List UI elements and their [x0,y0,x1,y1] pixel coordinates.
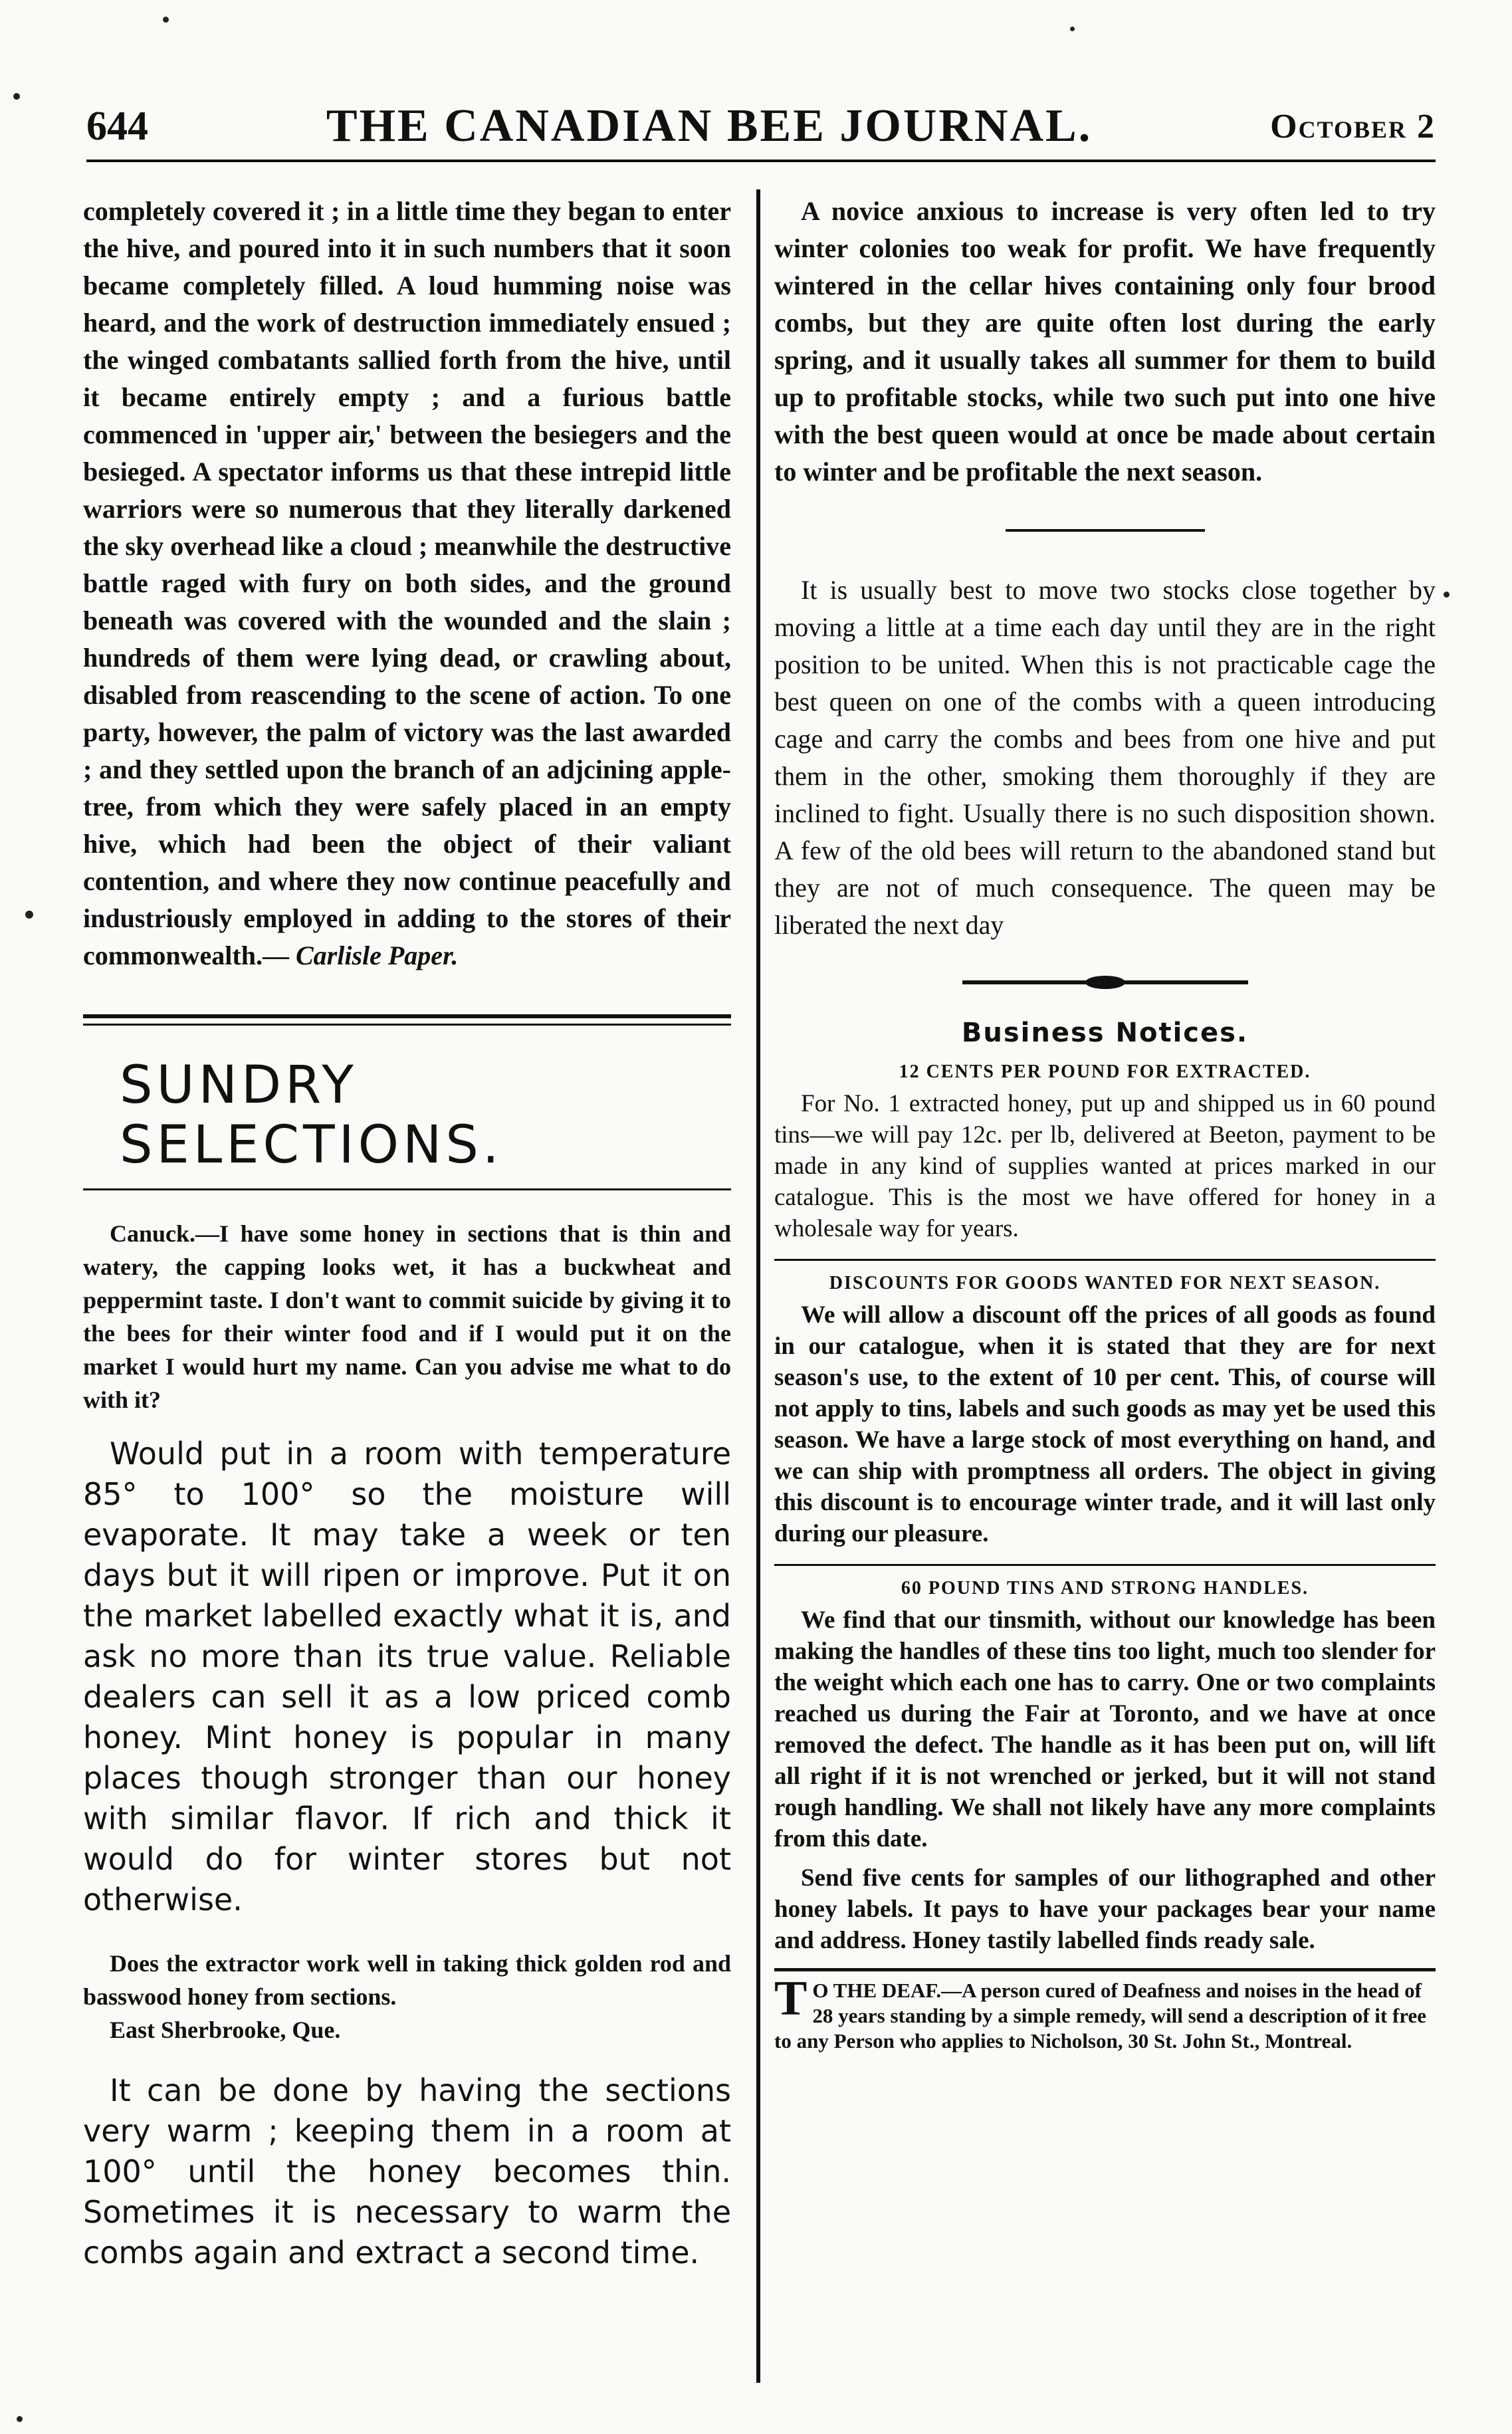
answer-canuck: Would put in a room with temperature 85° to 100° so the moisture will evaporate. It may take a week or ten days but it will ripen or improve. Put it on the market labelled exactly what it is, and ask no more than its true value. Reliable dealers can sell it as a low priced comb honey. Mint honey is popular in many places though stronger than our honey with similar flavor. If rich and thick it would do for winter stores but not otherwise. [83,1436,731,1918]
notice-rule [774,1259,1436,1261]
header-rule [86,160,1436,162]
novice-paragraph: A novice anxious to increase is very often led to try winter colonies too weak for profit. We have frequently wintered in the cellar hives containing only four brood combs, but they are quite often lost during the early spring, and it usually takes all summer for them to build up to profitable stocks, while two such put into one hive with the best queen would at once be made about certain to winter and be profitable the next season. [774,196,1436,487]
ad-drop-cap: T [774,1971,808,2026]
business-notices-heading: Business Notices. [961,1018,1249,1048]
answer-extractor: It can be done by having the sections very warm ; keeping them in a room at 100° until the honey becomes thin. Sometimes it is necessary to warm the combs again and extract a second time. [83,2072,731,2270]
section-title-rule [83,1188,731,1190]
journal-title: THE CANADIAN BEE JOURNAL. [326,100,1093,152]
notice-labels: Send five cents for samples of our lithographed and other honey labels. It pays to have your packages bear your name and address. Honey tastily labelled finds ready sale. [774,1864,1436,1954]
short-divider [1006,529,1205,532]
section-title: SUNDRY SELECTIONS. [120,1055,503,1175]
battle-article-text [83,193,731,974]
uniting-paragraph: It is usually best to move two stocks close together by moving a little at a time each day until they are in the right position to be united. When this is not practicable cage the best queen on one of the combs with a queen introducing cage and carry the combs and bees from one hive and put them in the other, smoking them thoroughly if they are inclined to fight. Usually there is no such disposition shown. A few of the old bees will return to the abandoned stand but they are not of much consequence. The queen may be liberated the next day [774,575,1436,940]
notice-extracted: For No. 1 extracted honey, put up and shipped us in 60 pound tins—we will pay 12c. per lb, delivered at Beeton, payment to be made in any kind of supplies wanted at prices marked in our catalogue. This is the most we have offered for honey in a wholesale way for years. [774,1090,1436,1242]
notice-heading-tins: 60 POUND TINS AND STRONG HANDLES. [901,1578,1309,1599]
ad-body: O THE DEAF.—A person cured of Deafness and noises in the head of 28 years standing by a simple remedy, will send a description of it free to any Person who applies to Nicholson, 30 St. John St., Montreal. [774,1979,1427,2052]
question-extractor: Does the extractor work well in taking thick golden rod and basswood honey from sections. [83,1950,731,2010]
print-speck [163,17,169,23]
print-speck [1444,592,1450,598]
notice-rule [774,1564,1436,1566]
print-speck [1070,27,1075,31]
question-place: East Sherbrooke, Que. [110,2017,341,2043]
print-speck [25,911,33,919]
article-source: Carlisle Paper. [295,940,459,970]
notice-heading-extracted: 12 CENTS PER POUND FOR EXTRACTED. [899,1061,1311,1082]
notice-heading-discounts: DISCOUNTS FOR GOODS WANTED FOR NEXT SEASON. [829,1273,1381,1293]
issue-date: October 2 [1270,107,1436,146]
print-speck [13,93,20,100]
deaf-advertisement [774,1971,1436,2054]
page-header [86,93,1436,160]
print-speck [17,2416,23,2422]
notice-discounts: We will allow a discount off the prices of all goods as found in our catalogue, when it is stated that they are for next season's use, to the extent of 10 per cent. This, of course will not apply to tins, labels and such goods as may yet be used this season. We have a large stock of most everything on hand, and we can ship with promptness all orders. The object in giving this discount is to encourage winter trade, and it will last only during our pleasure. [774,1301,1436,1547]
notice-tins: We find that our tinsmith, without our knowledge has been making the handles of these tins too light, much too slender for the weight which each one has to carry. One or two complaints reached us during the Fair at Toronto, and we have at once removed the defect. The handle as it has been put on, will lift all right if it is not wrenched or jerked, but it will not stand rough handling. We shall not likely have any more complaints from this date. [774,1606,1436,1852]
ornament-divider [962,980,1248,984]
battle-article-body: completely covered it ; in a little time they began to enter the hive, and poured into it in such numbers that it soon became completely filled. A loud humming noise was heard, and the work of destruction immediately ensued ; the winged combatants sallied forth from the hive, until it became entirely empty ; and a furious battle commenced in 'upper air,' between the besiegers and the besieged. A spectator informs us that these intrepid little warriors were so numerous that they literally darkened the sky overhead like a cloud ; meanwhile the destructive battle raged with fury on both sides, and the ground beneath was covered with the wounded and the slain ; hundreds of them were lying dead, or crawling about, disabled from reascending to the scene of action. To one party, however, the palm of victory was the last awarded ; and they settled upon the branch of an adjcining apple-tree, from which they were safely placed in an empty hive, which had been the object of their valiant contention, and where they now continue peacefully and industriously employed in adding to the stores of their commonwealth.— [83,196,731,970]
column-divider [756,189,760,2383]
question-canuck: Canuck.—I have some honey in sections that is thin and watery, the capping looks wet, it has a buckwheat and peppermint taste. I don't want to commit suicide by giving it to the bees for their winter food and if I would put it on the market I would hurt my name. Can you advise me what to do with it? [83,1220,731,1413]
section-double-rule [83,1014,731,1026]
page-number: 644 [86,103,148,149]
right-column [774,193,1436,2054]
left-column [83,193,731,2273]
advertisement-rule [774,1968,1436,1971]
